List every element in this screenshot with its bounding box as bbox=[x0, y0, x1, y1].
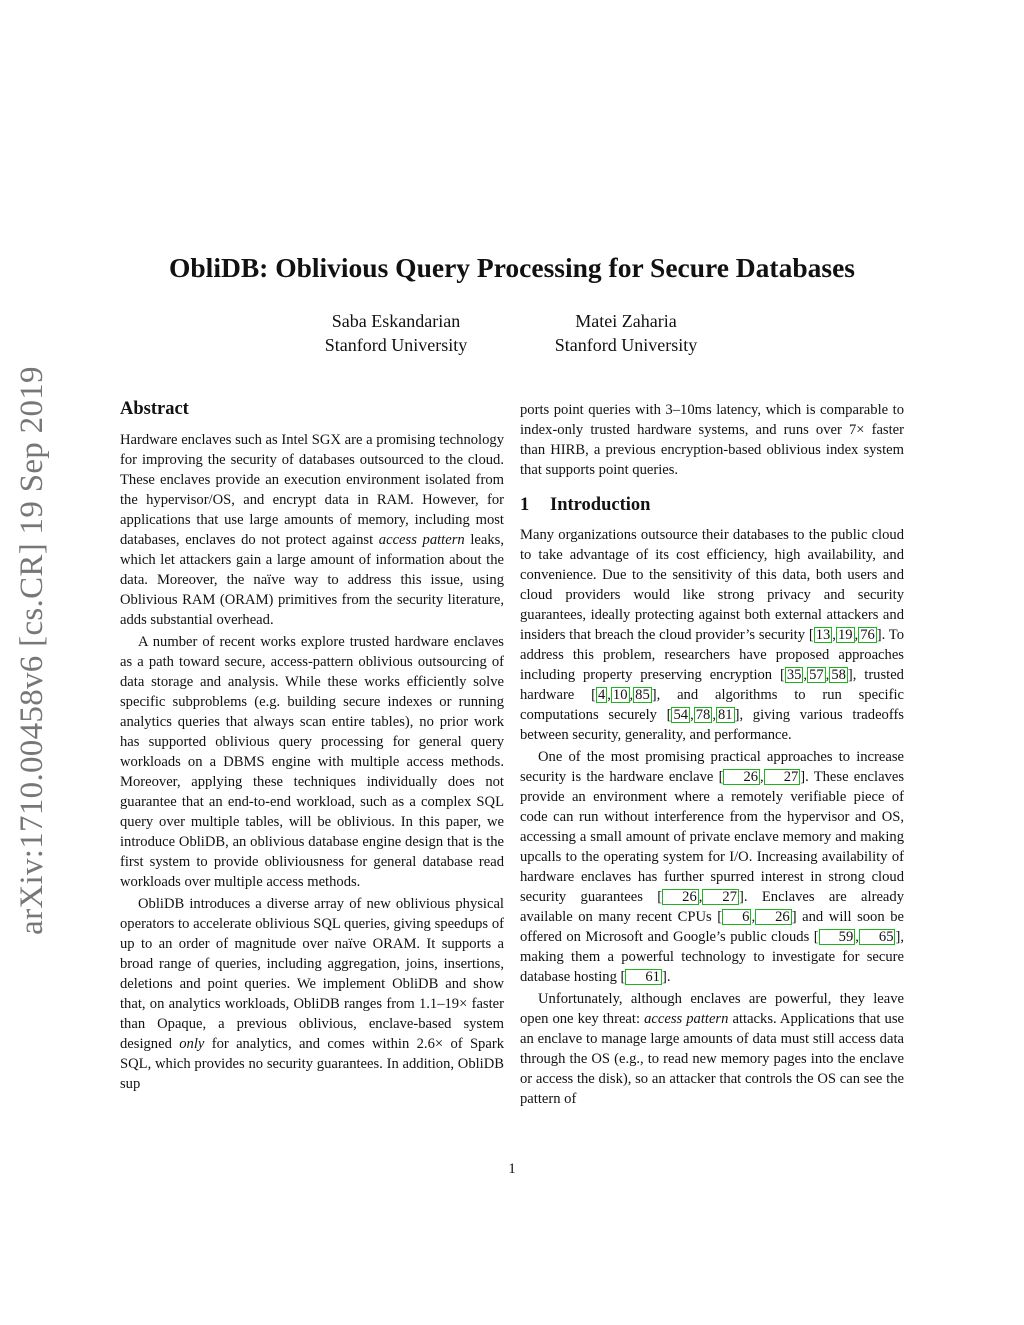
section-title: Introduction bbox=[550, 495, 651, 515]
citation-link[interactable]: 10 bbox=[612, 687, 628, 703]
author-name: Matei Zaharia bbox=[575, 311, 677, 331]
citation-link[interactable]: 65 bbox=[859, 929, 896, 945]
emphasis-text: access pattern bbox=[378, 532, 465, 548]
emphasis-text: access pattern bbox=[644, 1011, 729, 1027]
author-name: Saba Eskandarian bbox=[331, 311, 461, 331]
paper-title: ObliDB: Oblivious Query Processing for Secure Databases bbox=[169, 252, 855, 283]
citation-link[interactable]: 6 bbox=[722, 909, 751, 925]
abstract-paragraph-2: A number of recent works explore trusted hardware enclaves as a path toward secure, access-pattern oblivious outsourcing of data storage and analysis. While these works efficiently solve specific subproblems (e.g. building secure indexes or running analytics queries that always scan entire tables), no prior work has supported oblivious query processing for general query workloads on a DBMS engine with multiple access methods. Moreover, applying these techniques individually does not guarantee that an end-to-end workload, such as a complex SQL query over multiple tables, will be oblivious. In this paper, we introduce ObliDB, an oblivious database engine design that is the first system to provide obliviousness for general database read workloads over multiple access methods. bbox=[120, 634, 504, 890]
citation-link[interactable]: 19 bbox=[837, 627, 853, 643]
citation-link[interactable]: 85 bbox=[635, 687, 650, 703]
citation-link[interactable]: 76 bbox=[860, 627, 875, 643]
intro-paragraph-1: Many organizations outsource their databases to the public cloud to take advantage of its cost efficiency, high availability, and convenience. Due to the sensitivity of this data, both users and cloud providers would like strong privacy and security guarantees, ideally protecting against both external attackers and insiders that breach the cloud provider’s security [ 13 , 19 , 76 ]. To address this problem, researchers have proposed approaches including property preserving encryption [ 35 , 57 , 58 ], trusted hardware [ 4 , 10 , 85 ], and algorithms to run specific computations securely [ 54 , 78 , 81 ], giving various tradeoffs between security, generality, and performance. bbox=[520, 527, 905, 743]
author-affiliation: Stanford University bbox=[554, 335, 698, 355]
citation-link[interactable]: 81 bbox=[717, 707, 733, 723]
intro-paragraph-2: One of the most promising practical approaches to increase security is the hardware enclave [ 26 , 27 ]. These enclaves provide an environment where a remotely verifiable piece of code can run without interference from the hypervisor and OS, accessing a small amount of private enclave memory and making upcalls to the operating system for I/O. Increasing availability of hardware enclaves has further spurred interest in strong cloud security guarantees [ 26 , 27 ]. Enclaves are already available on many recent CPUs [ 6 , 26 ] and will soon be offered on Microsoft and Google’s public clouds [ 59 , 65 ], making them a powerful technology to investigate for secure database hosting [ 61 ]. bbox=[520, 749, 904, 985]
citation-link[interactable]: 27 bbox=[764, 769, 801, 785]
arxiv-identifier-text: arXiv:1710.00458v6 [cs.CR] 19 Sep 2019 bbox=[13, 365, 50, 935]
abstract-paragraph-3-continued: ports point queries with 3–10ms latency, which is comparable to index-only trusted hardware systems, and runs over 7× faster than HIRB, a previous encryption-based oblivious index system that supports point queries. bbox=[520, 402, 904, 478]
citation-link[interactable]: 59 bbox=[819, 929, 856, 945]
citation-link[interactable]: 58 bbox=[831, 667, 846, 683]
abstract-heading: Abstract bbox=[120, 399, 189, 419]
left-column bbox=[120, 396, 504, 1094]
right-column bbox=[520, 400, 904, 1109]
arxiv-identifier bbox=[4, 355, 60, 945]
author-2 bbox=[526, 309, 726, 357]
citation-link[interactable]: 26 bbox=[662, 889, 699, 905]
section-number: 1 bbox=[520, 495, 530, 515]
section-heading-introduction bbox=[520, 492, 904, 518]
page-number: 1 bbox=[508, 1161, 516, 1177]
citation-link[interactable]: 78 bbox=[695, 707, 711, 723]
citation-link[interactable]: 4 bbox=[597, 687, 606, 703]
citation-link[interactable]: 35 bbox=[786, 667, 802, 683]
abstract-paragraph-1: Hardware enclaves such as Intel SGX are a promising technology for improving the security of databases outsourced to the cloud. These enclaves provide an execution environment isolated from the hypervisor/OS, and encrypt data in RAM. However, for applications that use large amounts of memory, including most databases, enclaves do not protect against access pattern leaks, which let attackers gain a large amount of information about the data. Moreover, the naïve way to address this issue, using Oblivious RAM (ORAM) primitives from the security literature, adds substantial overhead. bbox=[120, 432, 504, 628]
intro-paragraph-3: Unfortunately, although enclaves are powerful, they leave open one key threat: access pattern attacks. Applications that use an enclave to manage large amounts of data must still access data through the OS (e.g., to read new memory pages into the enclave or access the disk), so an attacker that controls the OS can see the pattern of bbox=[520, 991, 904, 1107]
citation-link[interactable]: 57 bbox=[809, 667, 824, 683]
citation-link[interactable]: 26 bbox=[723, 769, 760, 785]
citation-link[interactable]: 61 bbox=[625, 969, 662, 985]
citation-link[interactable]: 26 bbox=[755, 909, 792, 925]
author-block bbox=[0, 309, 1024, 359]
author-affiliation: Stanford University bbox=[324, 335, 468, 355]
abstract-paragraph-3: ObliDB introduces a diverse array of new oblivious physical operators to accelerate oblivious SQL queries, giving speedups of up to an order of magnitude over naïve ORAM. It supports a broad range of queries, including aggregation, joins, insertions, deletions and point queries. We implement ObliDB and show that, on analytics workloads, ObliDB ranges from 1.1–19× faster than Opaque, a previous oblivious, enclave-based system designed only for analytics, and comes within 2.6× of Spark SQL, which provides no security guarantees. In addition, ObliDB sup bbox=[120, 896, 504, 1092]
citation-link[interactable]: 54 bbox=[673, 707, 689, 723]
emphasis-text: only bbox=[179, 1036, 205, 1052]
citation-link[interactable]: 27 bbox=[702, 889, 739, 905]
citation-link[interactable]: 13 bbox=[815, 627, 831, 643]
author-1 bbox=[296, 309, 496, 357]
